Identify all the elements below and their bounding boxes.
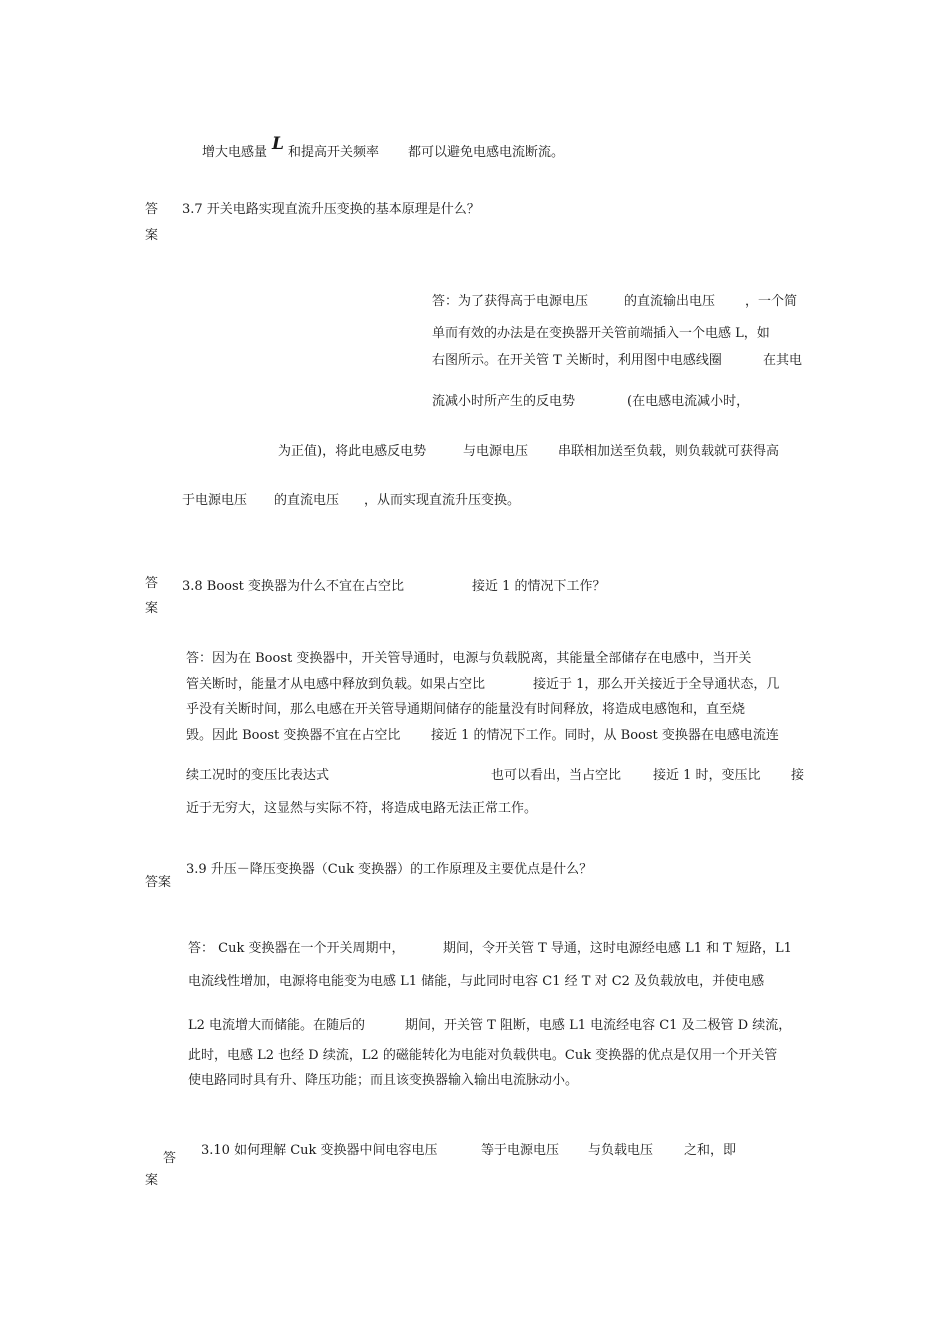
question-3-8-b: 接近 1 的情况下工作？: [472, 579, 606, 594]
q39-line: 使电路同时具有升、降压功能；而且该变换器输入输出电流脉动小。: [188, 1073, 579, 1088]
q37-line: 单而有效的办法是在变换器开关管前端插入一个电感 L，如: [432, 326, 770, 341]
q38-line: 续工况时的变压比表达式: [186, 768, 330, 783]
q37-line: 的直流电压: [274, 493, 340, 508]
answer-link-3-9[interactable]: 答案: [145, 875, 172, 890]
inductance-symbol: L: [272, 134, 284, 154]
q38-line: 管关断时，能量才从电感中释放到负载。如果占空比: [186, 677, 486, 692]
q38-line: 接近 1 时，变压比: [653, 768, 761, 783]
q39-line: L2 电流增大而储能。在随后的: [188, 1018, 366, 1033]
question-3-10-a: 3.10 如何理解 Cuk 变换器中间电容电压: [201, 1143, 438, 1158]
question-3-10-c: 与负载电压: [588, 1143, 654, 1158]
q37-line: 在其电: [763, 353, 803, 368]
question-3-10-b: 等于电源电压: [481, 1143, 560, 1158]
answer-link-3-8-b[interactable]: 案: [145, 601, 159, 616]
q38-line: 近于无穷大，这显然与实际不符，将造成电路无法正常工作。: [186, 801, 538, 816]
q38-line: 毁。因此 Boost 变换器不宜在占空比: [186, 728, 401, 743]
q38-line: 接近 1 的情况下工作。同时，从 Boost 变换器在电感电流连: [431, 728, 779, 743]
question-3-10-d: 之和，即: [684, 1143, 737, 1158]
q39-line: 答： Cuk 变换器在一个开关周期中，: [188, 941, 405, 956]
q38-line: 答：因为在 Boost 变换器中，开关管导通时，电源与负载脱离，其能量全部储存在电感中，当开关: [186, 651, 752, 666]
q39-line: 此时，电感 L2 也经 D 续流，L2 的磁能转化为电能对负载供电。Cuk 变换器的优点是仅用一个开关管: [188, 1048, 778, 1063]
answer-link-3-10-a[interactable]: 答: [163, 1151, 177, 1166]
q37-line: 与电源电压: [463, 444, 529, 459]
question-3-7: 3.7 开关电路实现直流升压变换的基本原理是什么？: [182, 202, 480, 217]
answer-link-3-7-b[interactable]: 案: [145, 228, 159, 243]
intro-text-a: 增大电感量: [202, 145, 268, 160]
question-3-9: 3.9 升压－降压变换器（Cuk 变换器）的工作原理及主要优点是什么？: [186, 862, 593, 877]
answer-link-3-10-b[interactable]: 案: [145, 1173, 159, 1188]
intro-text-c: 都可以避免电感电流断流。: [408, 145, 565, 160]
q39-line: 期间，令开关管 T 导通，这时电源经电感 L1 和 T 短路，L1: [443, 941, 792, 956]
q37-line: ，从而实现直流升压变换。: [364, 493, 521, 508]
q39-line: 期间，开关管 T 阻断，电感 L1 电流经电容 C1 及二极管 D 续流，: [405, 1018, 792, 1033]
intro-text-b: 和提高开关频率: [288, 145, 380, 160]
q37-line: 的直流输出电压: [624, 294, 716, 309]
q37-line: 答：为了获得高于电源电压: [432, 294, 589, 309]
q38-line: 也可以看出，当占空比: [491, 768, 622, 783]
q38-line: 接: [791, 768, 805, 783]
q38-line: 乎没有关断时间，那么电感在开关管导通期间储存的能量没有时间释放，将造成电感饱和，直至烧: [186, 702, 746, 717]
q37-line: ，一个简: [745, 294, 798, 309]
answer-link-3-7-a[interactable]: 答: [145, 202, 159, 217]
q39-line: 电流线性增加，电源将电能变为电感 L1 储能，与此同时电容 C1 经 T 对 C2 及负载放电，并使电感: [188, 974, 765, 989]
q37-line: (在电感电流减小时，: [627, 394, 750, 409]
q38-line: 接近于 1，那么开关接近于全导通状态，几: [533, 677, 780, 692]
q37-line: 右图所示。在开关管 T 关断时，利用图中电感线圈: [432, 353, 722, 368]
q37-line: 于电源电压: [182, 493, 248, 508]
q37-line: 串联相加送至负载，则负载就可获得高: [558, 444, 780, 459]
q37-line: 流减小时所产生的反电势: [432, 394, 576, 409]
q37-line: 为正值)，将此电感反电势: [278, 444, 427, 459]
answer-link-3-8-a[interactable]: 答: [145, 576, 159, 591]
question-3-8-a: 3.8 Boost 变换器为什么不宜在占空比: [182, 579, 405, 594]
